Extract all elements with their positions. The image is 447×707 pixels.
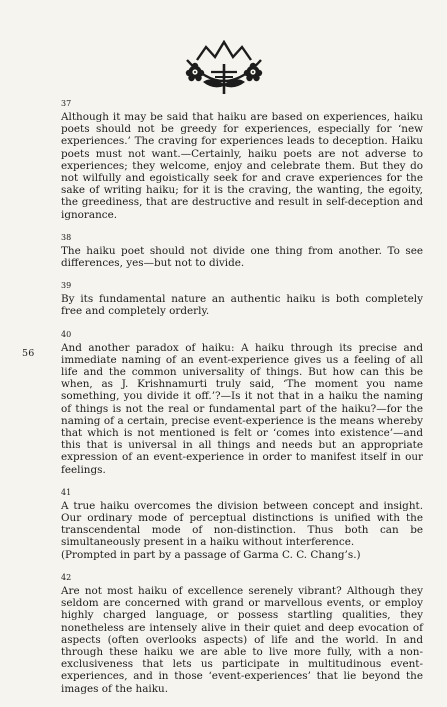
main-content	[61, 99, 423, 707]
section-number: 41	[61, 487, 72, 497]
section-number: 40	[61, 329, 72, 339]
page-number: 56	[22, 348, 35, 359]
section-paragraph: A true haiku overcomes the division between concept and insight. Our ordinary mode of perceptual distinctions is unified with the transcendental mode of non-distinction. Thus both can be simultaneously present in a haiku without interference.	[61, 499, 423, 549]
section-number: 38	[61, 232, 72, 242]
section-41	[61, 488, 423, 561]
section-38	[61, 233, 423, 269]
floral-crown-ornament-icon	[181, 40, 267, 96]
section-note: (Prompted in part by a passage of Garma C. C. Chang’s.)	[61, 548, 361, 561]
section-39	[61, 281, 423, 317]
section-42	[61, 573, 423, 695]
section-paragraph: By its fundamental nature an authentic haiku is both completely free and completely orderly.	[61, 293, 423, 318]
section-number: 39	[61, 281, 72, 291]
section-number: 42	[61, 572, 72, 582]
section-40	[61, 330, 423, 476]
section-paragraph: Are not most haiku of excellence serenely vibrant? Although they seldom are concerned with grand or marvellous events, or employ highly charged language, or possess startling qualities, they nonetheless are intensely alive in their quiet and deep evocation of aspects (often overlooks aspects) of life and the world. In and through these haiku we are able to live more fully, with a non-exclusiveness that lets us participate in multitudinous event-experiences, and in those ‘event-experiences’ that lie beyond the images of the haiku.	[61, 584, 423, 695]
section-37	[61, 99, 423, 221]
section-number: 37	[61, 99, 72, 108]
section-paragraph: And another paradox of haiku: A haiku through its precise and immediate naming of an event-experience gives us a feeling of all life and the common universality of things. But how can this be when, as J. Krishnamurti truly said, ‘The moment you name something, you divide it off.’?—Is it not that in a haiku the naming of things is not the real or fundamental part of the haiku?—for the naming of a certain, precise event-experience is the means whereby that which is not mentioned is felt or ‘comes into existence’—and this that is universal in all things and needs but an appropriate expression of an event-experience in order to manifest itself in our feelings.	[61, 341, 423, 476]
section-paragraph: Although it may be said that haiku are based on experiences, haiku poets should not be greedy for experiences, especially for ‘new experiences.’ The craving for experiences leads to deception. Haiku poets must not want.—Certainly, haiku poets are not adverse to experiences; they welcome, enjoy and celebrate them. But they do not wilfully and egoistically seek for and crave experiences for the sake of writing haiku; for it is the craving, the wanting, the egoity, the greediness, that are destructive and result in self-deception and ignorance.	[61, 111, 423, 221]
section-paragraph: The haiku poet should not divide one thing from another. To see differences, yes—but not to divide.	[61, 244, 423, 270]
